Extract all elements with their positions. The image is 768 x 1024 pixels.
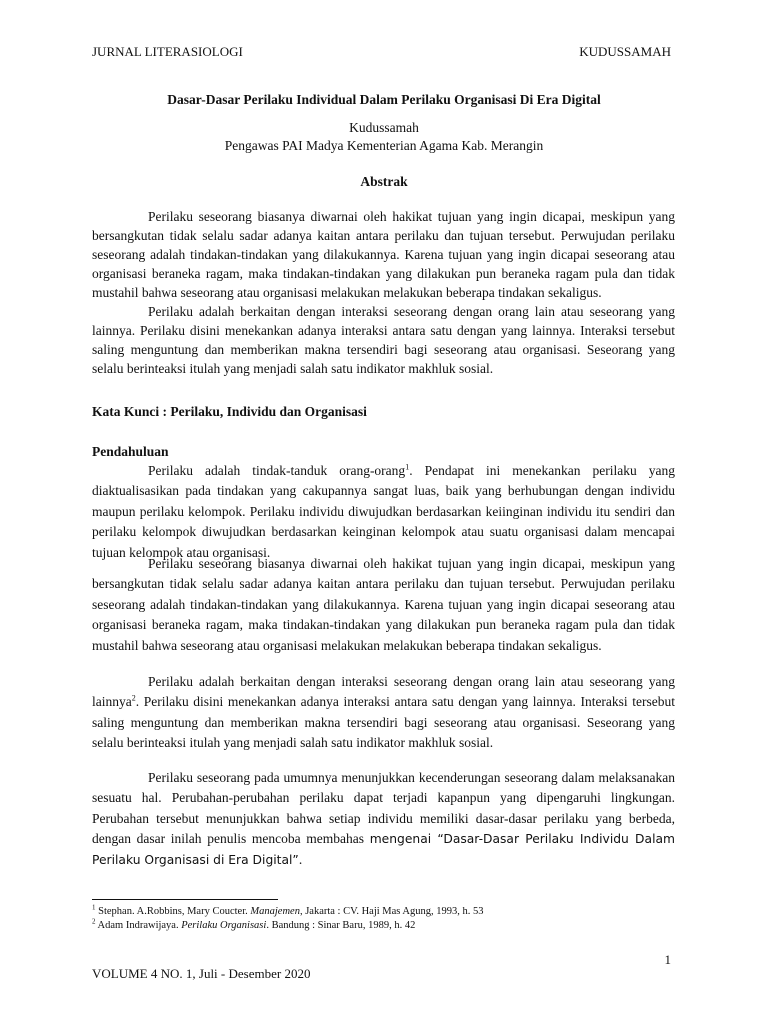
intro-paragraph-4-text-c: . <box>298 851 303 867</box>
intro-paragraph-3 <box>92 672 675 754</box>
footnote-1 <box>92 903 484 917</box>
footnote-1-text-b: , Jakarta : CV. Haji Mas Agung, 1993, h. 53 <box>299 906 484 917</box>
intro-paragraph-4-text-a: Perilaku seseorang pada umumnya menunjukkan kecenderungan seseorang dalam melaksanakan sesuatu hal. Perubahan-perubahan perilaku dapat terjadi kapanpun yang dipengaruhi lingkungan. Perubahan tersebut menunjukkan bahwa setiap individu memiliki dasar-dasar perilaku yang berbeda, dengan dasar inilah penulis mencoba membahas <box>92 770 675 847</box>
intro-paragraph-3-text-a: Perilaku adalah berkaitan dengan interaksi seseorang dengan orang lain atau seseorang yang lainnya <box>92 674 675 710</box>
intro-paragraph-4 <box>92 768 675 870</box>
footnote-ref-1: 1 <box>405 462 410 472</box>
footnote-2-number: 2 <box>92 917 96 926</box>
article-title: Dasar-Dasar Perilaku Individual Dalam Perilaku Organisasi Di Era Digital <box>167 92 601 107</box>
footnote-2-text-a: Adam Indrawijaya. <box>95 920 182 931</box>
running-header-journal: JURNAL LITERASIOLOGI <box>92 44 243 59</box>
intro-paragraph-3-text-b: . Perilaku disini menekankan adanya interaksi antara satu dengan yang lainnya. Interaksi tersebut saling menguntung dan memberikan makna tersendiri bagi seseorang atau organisasi. Seseorang yang selalu berinteaksi itulah yang menjadi salah satu indikator makhluk sosial. <box>92 694 675 751</box>
footnote-2-text-b: . Bandung : Sinar Baru, 1989, h. 42 <box>266 920 416 931</box>
footnote-1-number: 1 <box>92 903 96 912</box>
intro-paragraph-1-text-b: . Pendapat ini menekankan perilaku yang diaktualisasikan pada tindakan yang cakupannya sangat luas, baik yang berhubungan dengan individu maupun perilaku kelompok. Perilaku individu diwujudkan berdasarkan keiinginan individu itu sendiri dan perilaku kelompok diwujudkan berdasarkan keinginan kelompok atau suatu organisasi dalam mencapai tujuan kelompok atau organisasi. <box>92 463 675 560</box>
running-header-author: KUDUSSAMAH <box>579 44 671 59</box>
footer-volume: VOLUME 4 NO. 1, Juli - Desember 2020 <box>92 966 311 981</box>
author-affiliation: Pengawas PAI Madya Kementerian Agama Kab. Merangin <box>224 138 544 153</box>
footnote-ref-2: 2 <box>131 693 136 703</box>
footnote-1-text-a: Stephan. A.Robbins, Mary Coucter. <box>95 906 251 917</box>
abstract-heading: Abstrak <box>360 174 408 189</box>
author-name: Kudussamah <box>349 120 419 135</box>
footnote-1-title: Manajemen <box>250 906 300 917</box>
footnote-2 <box>92 917 416 931</box>
intro-paragraph-1 <box>92 461 675 563</box>
section-heading-pendahuluan: Pendahuluan <box>92 444 169 459</box>
keywords: Kata Kunci : Perilaku, Individu dan Organisasi <box>92 404 367 419</box>
intro-paragraph-1-text-a: Perilaku adalah tindak-tanduk orang-orang <box>148 463 406 478</box>
intro-paragraph-2: Perilaku seseorang biasanya diwarnai oleh hakikat tujuan yang ingin dicapai, meskipun yang bersangkutan tidak selalu sadar adanya kaitan antara perilaku dan tujuan tersebut. Perwujudan perilaku seseorang adalah tindakan-tindakan yang dilakukannya. Karena tujuan yang ingin dicapai seseorang atau organisasi beraneka ragam, maka tindakan-tindakan yang dilakukan pun beraneka ragam pula dan tidak mustahil bahwa seseorang atau organisasi melakukan melakukan beberapa tindakan sekaligus. <box>92 556 675 653</box>
page-number: 1 <box>664 952 671 967</box>
intro-paragraph-4-topic: mengenai “Dasar-Dasar Perilaku Individu Dalam Perilaku Organisasi di Era Digital” <box>92 832 675 867</box>
abstract-paragraph-1: Perilaku seseorang biasanya diwarnai oleh hakikat tujuan yang ingin dicapai, meskipun yang bersangkutan tidak selalu sadar adanya kaitan antara perilaku dan tujuan tersebut. Perwujudan perilaku seseorang adalah tindakan-tindakan yang dilakukannya. Karena tujuan yang ingin dicapai seseorang atau organisasi beraneka ragam, maka tindakan-tindakan yang dilakukan pun beraneka ragam pula dan tidak mustahil bahwa seseorang atau organisasi melakukan melakukan beberapa tindakan sekaligus. <box>92 209 675 300</box>
abstract-paragraph-2: Perilaku adalah berkaitan dengan interaksi seseorang dengan orang lain atau seseorang yang lainnya. Perilaku disini menekankan adanya interaksi antara satu dengan yang lainnya. Interaksi tersebut saling menguntung dan memberikan makna tersendiri bagi seseorang atau organisasi. Seseorang yang selalu berinteaksi itulah yang menjadi salah satu indikator makhluk sosial. <box>92 304 675 376</box>
footnote-2-title: Perilaku Organisasi <box>181 920 267 931</box>
footnote-separator <box>92 899 278 900</box>
